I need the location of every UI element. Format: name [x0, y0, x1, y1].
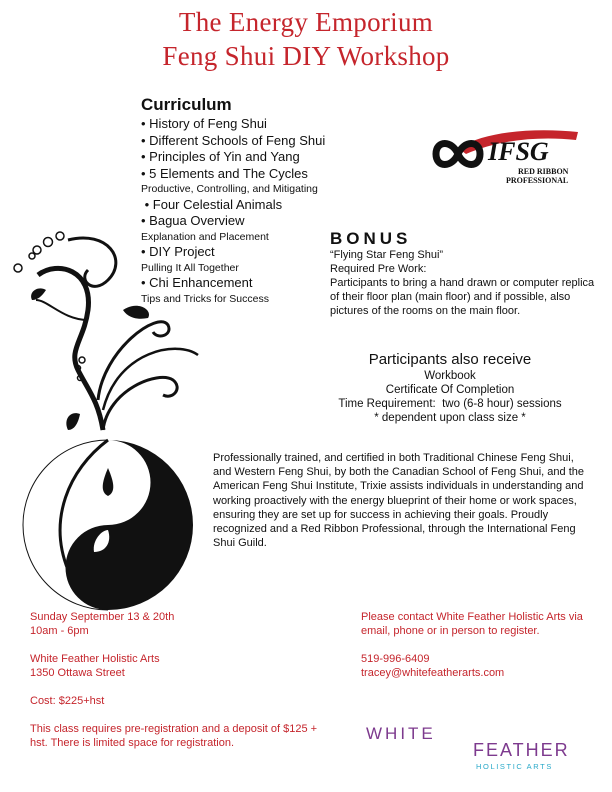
curriculum-item-sub: Tips and Tricks for Success [141, 292, 269, 305]
title-line-2: Feng Shui DIY Workshop [162, 41, 450, 71]
curriculum-item: • History of Feng Shui [141, 116, 267, 131]
participants-section [300, 350, 600, 425]
curriculum-item: • Different Schools of Feng Shui [141, 132, 326, 148]
logo-tagline-2: PROFESSIONAL [506, 176, 569, 185]
curriculum-item: • Principles of Yin and Yang [141, 149, 300, 164]
contact-phone[interactable]: 519-996-6409 [361, 653, 430, 665]
event-details [30, 610, 330, 750]
brand-word-feather: FEATHER [473, 740, 570, 760]
event-time: 10am - 6pm [30, 625, 89, 637]
event-venue: White Feather Holistic Arts [30, 653, 160, 665]
participants-line: Time Requirement: two (6-8 hour) sessions [338, 398, 562, 410]
title-line-1: The Energy Emporium [178, 7, 434, 37]
curriculum-item: • DIY Project [141, 244, 215, 259]
curriculum-item: • 5 Elements and The Cycles [141, 165, 308, 181]
curriculum-item: • Bagua Overview [141, 213, 245, 228]
bonus-heading: BONUS [330, 229, 412, 248]
bonus-prework-label: Required Pre Work: [330, 263, 427, 275]
contact-email[interactable]: tracey@whitefeatherarts.com [361, 667, 505, 679]
ifsg-red-ribbon-logo [418, 120, 578, 188]
brand-word-holistic-arts: HOLISTIC ARTS [476, 762, 553, 771]
curriculum-item-sub: Productive, Controlling, and Mitigating [141, 183, 318, 195]
bonus-section [330, 230, 600, 318]
logo-tagline-1: RED RIBBON [518, 167, 569, 176]
event-cost: Cost: $225+hst [30, 695, 105, 707]
curriculum-item-sub: Explanation and Placement [141, 230, 269, 243]
bio-paragraph: Professionally trained, and certified in both Traditional Chinese Feng Shui, and Western Feng Shui, by both the Canadian School of Feng Shui, and the American Feng Shui Institute, Trixie assists individuals in understanding and working proactively with the energy blueprint of their home or work spaces, ensuring they are set up for success in achieving their goals. Proudly recognized and a Red Ribbon Professional, through the International Feng Shui Guild. [213, 452, 584, 550]
curriculum-item: • Chi Enhancement [141, 275, 253, 290]
participants-line: Certificate Of Completion [385, 384, 515, 396]
participants-line: * dependent upon class size * [374, 412, 526, 424]
curriculum-item: • Four Celestial Animals [141, 196, 283, 212]
event-address: 1350 Ottawa Street [30, 667, 125, 679]
event-note: This class requires pre-registration and a deposit of $125 + hst. There is limited space for registration. [30, 723, 318, 749]
bonus-prework-text: Participants to bring a hand drawn or computer replica of their floor plan (main floor) and if possible, also pictures of the rooms on the main floor. [330, 277, 595, 317]
bonus-subtitle: “Flying Star Feng Shui” [330, 249, 444, 261]
contact-details [361, 610, 601, 680]
brand-word-white: WHITE [366, 724, 436, 743]
event-dates: Sunday September 13 & 20th [30, 611, 175, 623]
curriculum-heading: Curriculum [141, 95, 232, 114]
logo-text: IFSG [488, 137, 549, 166]
participants-line: Workbook [424, 370, 476, 382]
participants-heading: Participants also receive [368, 351, 532, 368]
contact-text: Please contact White Feather Holistic Arts via email, phone or in person to register. [361, 611, 583, 637]
curriculum-item-sub: Pulling It All Together [141, 261, 239, 274]
